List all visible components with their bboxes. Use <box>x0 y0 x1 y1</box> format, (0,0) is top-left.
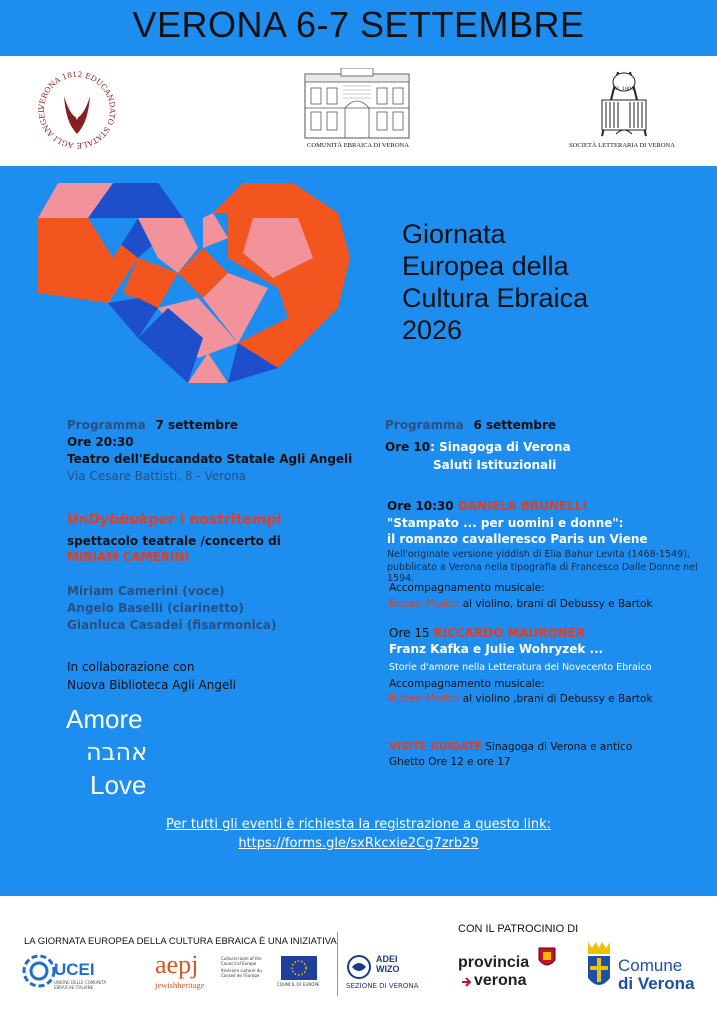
program-time: Ore 20:30 <box>67 435 134 449</box>
show-subtitle: spettacolo teatrale /concerto di <box>67 534 281 548</box>
societa-mark: SL 1808 <box>613 86 635 92</box>
performer-item: Miriam Camerini (voce) <box>67 584 225 598</box>
talk-note: pubblicato a Verona nella tipografia di Francesco Dalle Donne nel 1594. <box>387 562 698 584</box>
footer-divider <box>337 932 338 996</box>
adei-wizo-icon <box>346 954 372 980</box>
adei-wizo-text: ADEI WIZO <box>376 954 400 974</box>
event-title-line: Europea della <box>402 251 569 281</box>
ucei-text: UCEI <box>54 960 95 979</box>
aepj-logo <box>155 950 325 994</box>
ucei-logo <box>22 954 122 994</box>
council-of-europe-flag-icon <box>281 956 317 980</box>
event-title <box>402 218 588 346</box>
program-date: 7 settembre <box>155 418 239 432</box>
program-address: Via Cesare Battisti, 8 - Verona <box>67 469 247 483</box>
societa-caption: SOCIETÀ LETTERARIA DI VERONA <box>569 142 675 149</box>
collab-line: Nuova Biblioteca Agli Angeli <box>67 678 237 692</box>
love-word: Love <box>90 770 147 800</box>
provincia-logo <box>458 946 568 994</box>
logo-strip <box>0 56 717 166</box>
provincia-city: verona <box>474 972 527 989</box>
comune-logo <box>586 940 706 996</box>
visite-text: Sinagoga di Verona e antico <box>481 741 633 753</box>
provincia-text: provincia <box>458 954 530 971</box>
program-time-venue <box>385 440 571 454</box>
adei-wizo-sub: SEZIONE DI VERONA <box>346 982 419 990</box>
heart-star-graphic <box>38 178 354 398</box>
event-title-line: Giornata <box>402 219 506 249</box>
coe-route-text: Cultural route of the Council of Europe <box>221 956 262 966</box>
show-author: MIRIAM CAMERINI <box>67 550 189 564</box>
music-performer: Ruben Medici <box>389 693 460 705</box>
talk-note: Nell'originale versione yiddish di Elia Bahur Levita (1468-1549), <box>387 549 690 560</box>
talk-2-header <box>387 499 587 513</box>
societa-letteraria-logo <box>596 68 652 138</box>
provincia-arrow-icon <box>460 976 472 988</box>
educandato-logo-text <box>0 56 1 57</box>
talk-title: Franz Kafka e Julie Wohryzek ... <box>389 642 604 656</box>
left-program-header <box>67 418 238 432</box>
event-title-line: 2026 <box>402 315 463 345</box>
program-date: 6 settembre <box>473 418 557 432</box>
registration-label: Per tutti gli eventi è richiesta la registrazione a questo link: <box>165 817 552 832</box>
comune-crest-icon <box>586 940 612 992</box>
coe-label: COUNCIL OF EUROPE <box>277 982 320 987</box>
visite-time: Ghetto Ore 12 e ore 17 <box>389 756 511 768</box>
registration-link-row <box>0 836 717 851</box>
aepj-sub: jewishheritage <box>155 980 205 990</box>
show-title-a: Un <box>67 512 89 528</box>
educandato-logo <box>36 66 118 154</box>
program-venue: Teatro dell'Educandato Statale Agli Angeli <box>67 452 353 466</box>
coe-route-text: Itinéraire culturel du Conseil de l'Europe <box>221 968 262 978</box>
footer-initiative: LA GIORNATA EUROPEA DELLA CULTURA EBRAICA È UNA INIZIATIVA <box>24 936 337 947</box>
program-time: Ore 10 <box>385 440 431 454</box>
show-title-b: Dybbuk <box>88 512 149 528</box>
music-detail-rest: al violino ,brani di Debussy e Bartok <box>459 693 653 705</box>
synagogue-building-logo <box>303 68 411 140</box>
performer-item: Gianluca Casadei (fisarmonica) <box>67 618 277 632</box>
talk-time: Ore 15 <box>389 626 430 640</box>
program-label: Programma <box>67 418 146 432</box>
talk-speaker: DANIELA BRUNELLI <box>457 499 588 513</box>
music-detail-rest: al violino, brani di Debussy e Bartok <box>459 598 653 610</box>
adei-wizo-logo <box>346 952 436 992</box>
ucei-swirl-icon <box>22 954 56 988</box>
talk-3-header <box>389 626 585 640</box>
music-performer: Ruben Medici <box>389 598 460 610</box>
aepj-text: aepj <box>155 950 199 979</box>
talk-subtitle: Storie d'amore nella Letteratura del Novecento Ebraico <box>389 662 652 673</box>
visite-label: VISITE GUIDATE <box>389 741 482 753</box>
music-label: Accompagnamento musicale: <box>389 678 545 690</box>
right-program-header <box>385 418 556 432</box>
show-title <box>67 512 281 528</box>
talk-speaker: RICCARDO MAURONER <box>433 626 586 640</box>
visite-line <box>389 741 632 753</box>
show-title-c: per i nostritempi <box>148 512 282 528</box>
comune-city: di Verona <box>618 974 695 993</box>
program-label: Programma <box>385 418 464 432</box>
ucei-sub: UNIONE DELLE COMUNITÀ EBRAICHE ITALIANE <box>54 980 107 990</box>
talk-title: il romanzo cavalleresco Paris un Viene <box>387 532 648 546</box>
saluti: Saluti Istituzionali <box>433 458 557 472</box>
collab-line: In collaborazione con <box>67 660 195 674</box>
registration-link[interactable]: https://forms.gle/sxRkcxie2Cg7zrb29 <box>238 836 479 851</box>
love-word: Amore <box>66 704 143 734</box>
program-venue: : Sinagoga di Verona <box>430 440 571 454</box>
music-detail <box>389 598 653 610</box>
performer-item: Angelo Baselli (clarinetto) <box>67 601 244 615</box>
comune-text: Comune <box>618 956 683 975</box>
love-word-hebrew: אהבה <box>86 738 148 766</box>
talk-time: Ore 10:30 <box>387 499 454 513</box>
music-label: Accompagnamento musicale: <box>389 582 545 594</box>
event-title-line: Cultura Ebraica <box>402 283 589 313</box>
music-detail <box>389 693 653 705</box>
provincia-crest-icon <box>538 946 556 970</box>
page-title: VERONA 6-7 SETTEMBRE <box>132 4 585 45</box>
comunita-caption: COMUNITÀ EBRAICA DI VERONA <box>307 142 409 149</box>
footer-patrocinio: CON IL PATROCINIO DI <box>458 923 579 935</box>
registration-text <box>0 817 717 832</box>
svg-text:VERONA 1812 EDUCANDATO STATALE: VERONA 1812 EDUCANDATO STATALE AGLI ANGEL <box>36 69 118 151</box>
talk-title: "Stampato ... per uomini e donne": <box>387 516 624 530</box>
